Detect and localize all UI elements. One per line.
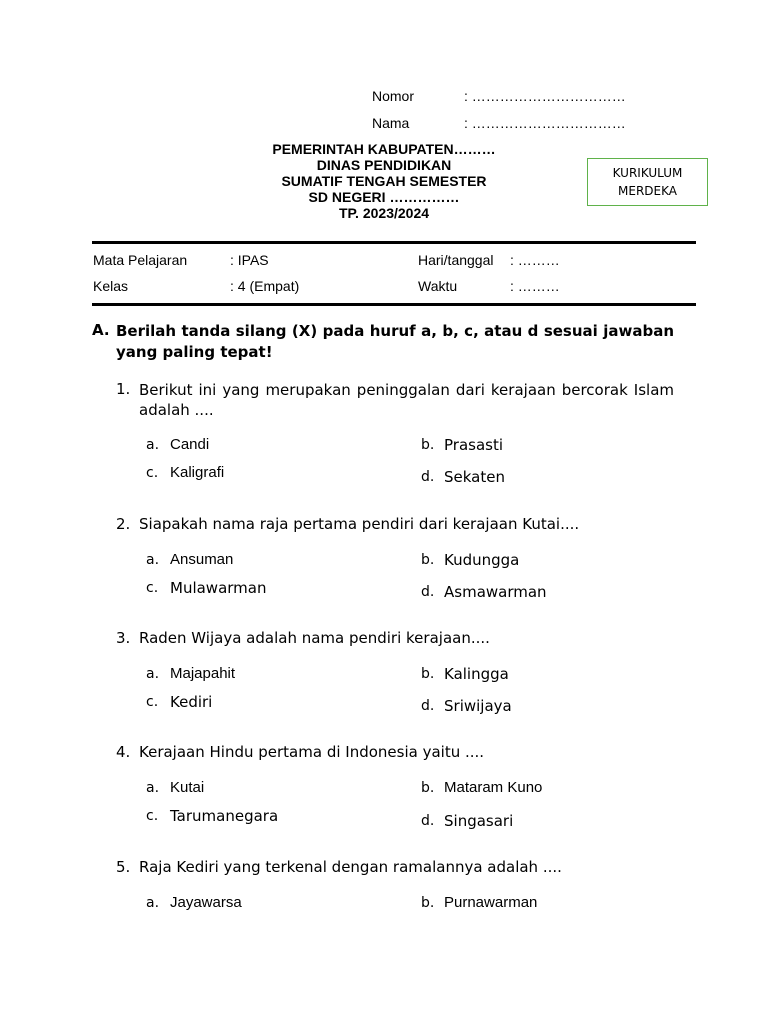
q2-option-a-text: Ansuman	[170, 551, 234, 568]
question-1-number: 1.	[116, 380, 131, 398]
q4-option-d-letter[interactable]: d.	[421, 813, 435, 829]
q1-option-d-letter[interactable]: d.	[421, 469, 435, 485]
section-instruction: Berilah tanda silang (X) pada huruf a, b, c, atau d sesuai jawaban yang paling tepat!	[116, 322, 674, 361]
q3-option-d-text: Sriwijaya	[444, 697, 512, 715]
question-2-number: 2.	[116, 515, 131, 533]
bottom-divider	[92, 303, 696, 306]
hari-field[interactable]: : ………	[510, 252, 560, 268]
q4-option-c-letter[interactable]: c.	[146, 808, 159, 824]
nama-label: Nama	[372, 115, 410, 131]
q1-option-d-text: Sekaten	[444, 468, 505, 486]
nama-field[interactable]: : ……………………………	[464, 115, 626, 131]
q2-option-d-text: Asmawarman	[444, 583, 547, 601]
kelas-label: Kelas	[93, 278, 129, 294]
q4-option-b-text: Mataram Kuno	[444, 779, 543, 796]
kelas-value: : 4 (Empat)	[230, 278, 300, 294]
q3-option-b-letter[interactable]: b.	[421, 666, 435, 682]
q3-option-a-letter[interactable]: a.	[146, 666, 160, 682]
section-letter: A.	[92, 321, 110, 339]
question-3-text: Raden Wijaya adalah nama pendiri kerajaan....	[139, 629, 490, 647]
title-line-sumatif: SUMATIF TENGAH SEMESTER	[281, 173, 487, 189]
question-3-number: 3.	[116, 629, 131, 647]
q2-option-d-letter[interactable]: d.	[421, 584, 435, 600]
title-line-dinas: DINAS PENDIDIKAN	[316, 157, 452, 173]
q2-option-c-letter[interactable]: c.	[146, 580, 159, 596]
q1-option-a-text: Candi	[170, 436, 210, 453]
q1-option-c-letter[interactable]: c.	[146, 465, 159, 481]
question-5-text: Raja Kediri yang terkenal dengan ramalannya adalah ....	[139, 858, 562, 876]
hari-label: Hari/tanggal	[418, 252, 494, 268]
waktu-field[interactable]: : ………	[510, 278, 560, 294]
kurikulum-badge	[587, 158, 708, 206]
q4-option-c-text: Tarumanegara	[170, 807, 279, 825]
q4-option-a-letter[interactable]: a.	[146, 780, 160, 796]
title-line-tahun: TP. 2023/2024	[338, 205, 430, 221]
question-4-number: 4.	[116, 743, 131, 761]
question-2-text: Siapakah nama raja pertama pendiri dari kerajaan Kutai....	[139, 515, 580, 533]
q3-option-b-text: Kalingga	[444, 665, 509, 683]
nomor-field[interactable]: : ……………………………	[464, 88, 626, 104]
q4-option-a-text: Kutai	[170, 779, 205, 796]
q2-option-b-text: Kudungga	[444, 551, 520, 569]
q1-option-c-text: Kaligrafi	[170, 464, 225, 481]
mapel-value: : IPAS	[230, 252, 269, 268]
q5-option-a-text: Jayawarsa	[170, 894, 242, 911]
top-divider	[92, 241, 696, 244]
q3-option-a-text: Majapahit	[170, 665, 236, 682]
q2-option-c-text: Mulawarman	[170, 579, 267, 597]
q3-option-c-text: Kediri	[170, 693, 213, 711]
q5-option-b-letter[interactable]: b.	[421, 895, 435, 911]
title-line-sekolah: SD NEGERI ……………	[308, 189, 460, 205]
q1-option-a-letter[interactable]: a.	[146, 437, 160, 453]
q5-option-a-letter[interactable]: a.	[146, 895, 160, 911]
title-line-pemerintah: PEMERINTAH KABUPATEN………	[272, 141, 496, 157]
q2-option-b-letter[interactable]: b.	[421, 552, 435, 568]
question-1-text: Berikut ini yang merupakan peninggalan dari kerajaan bercorak Islam adalah ....	[139, 381, 674, 419]
q3-option-c-letter[interactable]: c.	[146, 694, 159, 710]
question-5-number: 5.	[116, 858, 131, 876]
q4-option-b-letter[interactable]: b.	[421, 780, 435, 796]
waktu-label: Waktu	[418, 278, 458, 294]
q3-option-d-letter[interactable]: d.	[421, 698, 435, 714]
document-title	[234, 141, 534, 221]
q5-option-b-text: Purnawarman	[444, 894, 538, 911]
q1-option-b-letter[interactable]: b.	[421, 437, 435, 453]
question-4-text: Kerajaan Hindu pertama di Indonesia yaitu ....	[139, 743, 485, 761]
badge-line-1: KURIKULUM	[612, 166, 683, 180]
q4-option-d-text: Singasari	[444, 812, 514, 830]
badge-line-2: MERDEKA	[618, 184, 677, 198]
q2-option-a-letter[interactable]: a.	[146, 552, 160, 568]
mapel-label: Mata Pelajaran	[93, 252, 188, 268]
q1-option-b-text: Prasasti	[444, 436, 504, 454]
nomor-label: Nomor	[372, 88, 415, 104]
